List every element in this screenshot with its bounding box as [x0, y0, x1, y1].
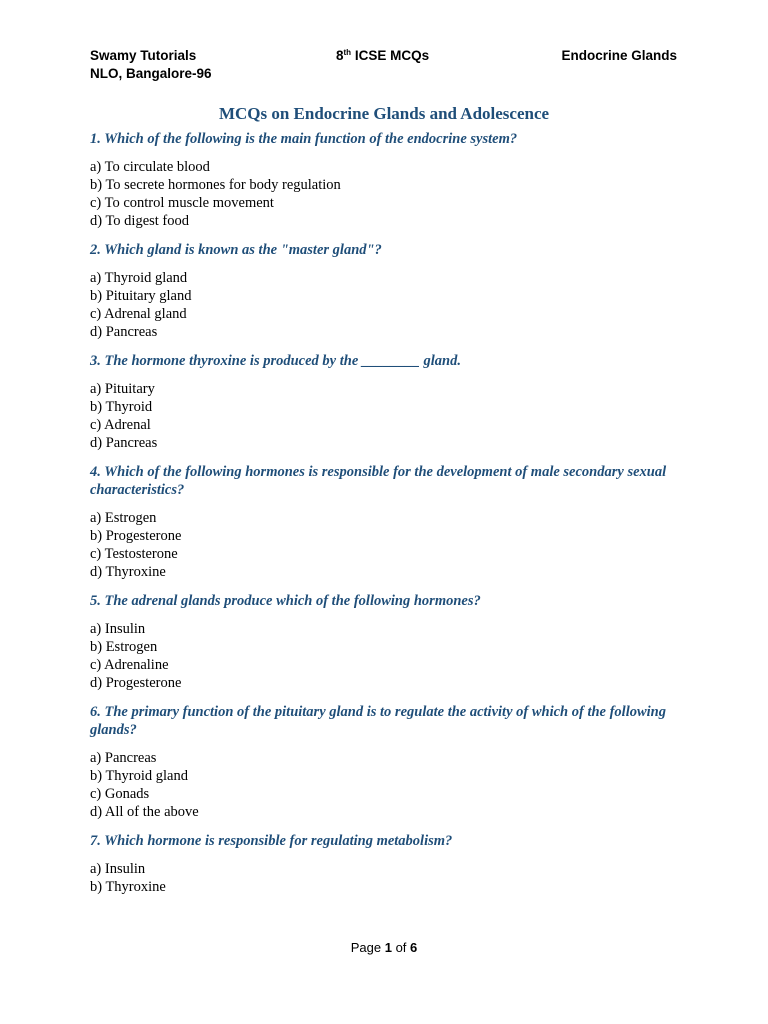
option-item: d) Thyroxine [90, 564, 166, 580]
question-text: 1. Which of the following is the main function of the endocrine system? [90, 131, 518, 147]
option-item: b) Thyroid gland [90, 768, 188, 784]
header-class-text: ICSE MCQs [351, 48, 430, 63]
option-item: b) Thyroxine [90, 879, 166, 895]
option-item: d) Pancreas [90, 435, 158, 451]
option-list [90, 860, 670, 896]
question-block [90, 461, 670, 581]
option-item: a) Pituitary [90, 381, 155, 397]
header-topic: Endocrine Glands [561, 48, 677, 63]
option-item: d) Progesterone [90, 675, 182, 691]
question-text: 7. Which hormone is responsible for regulating metabolism? [90, 833, 453, 849]
option-list [90, 749, 670, 821]
question-block [90, 701, 670, 821]
option-item: c) Adrenal gland [90, 306, 187, 322]
header-class-suffix: th [343, 48, 352, 57]
option-item: c) Adrenaline [90, 657, 169, 673]
page-word: Page [350, 940, 382, 955]
header-org-location: NLO, Bangalore-96 [90, 66, 212, 81]
option-item: a) Insulin [90, 621, 146, 637]
question-block [90, 830, 670, 896]
option-item: a) Estrogen [90, 510, 157, 526]
option-item: b) Thyroid [90, 399, 153, 415]
question-text: 3. The hormone thyroxine is produced by the ________ gland. [90, 353, 461, 369]
option-item: a) Pancreas [90, 750, 157, 766]
question-block [90, 128, 670, 230]
option-item: d) To digest food [90, 213, 190, 229]
question-list [90, 128, 670, 905]
page-title: MCQs on Endocrine Glands and Adolescence [218, 104, 550, 123]
option-item: c) Gonads [90, 786, 150, 802]
option-item: c) Adrenal [90, 417, 151, 433]
question-block [90, 239, 670, 341]
header-class-label [336, 48, 429, 63]
option-item: a) Insulin [90, 861, 146, 877]
option-list [90, 620, 670, 692]
option-item: a) Thyroid gland [90, 270, 188, 286]
option-item: b) Estrogen [90, 639, 158, 655]
option-list [90, 269, 670, 341]
total-page-count: 6 [410, 940, 418, 955]
option-item: d) All of the above [90, 804, 199, 820]
header-class-number: 8 [336, 48, 344, 63]
option-item: b) Pituitary gland [90, 288, 192, 304]
option-item: c) To control muscle movement [90, 195, 274, 211]
option-item: c) Testosterone [90, 546, 178, 562]
option-item: d) Pancreas [90, 324, 158, 340]
current-page-number: 1 [384, 940, 392, 955]
question-block [90, 350, 670, 452]
question-text: 5. The adrenal glands produce which of the following hormones? [90, 593, 481, 609]
header-org-name: Swamy Tutorials [90, 48, 197, 63]
page-number-footer [0, 940, 768, 955]
question-block [90, 590, 670, 692]
question-text: 2. Which gland is known as the "master gland"? [90, 242, 382, 258]
option-item: b) To secrete hormones for body regulation [90, 177, 341, 193]
option-list [90, 380, 670, 452]
option-item: a) To circulate blood [90, 159, 210, 175]
question-text: 4. Which of the following hormones is responsible for the development of male secondary sexual characteristics? [90, 464, 667, 498]
of-word: of [395, 940, 407, 955]
option-list [90, 158, 670, 230]
question-text: 6. The primary function of the pituitary gland is to regulate the activity of which of the following glands? [90, 704, 666, 738]
option-item: b) Progesterone [90, 528, 182, 544]
option-list [90, 509, 670, 581]
